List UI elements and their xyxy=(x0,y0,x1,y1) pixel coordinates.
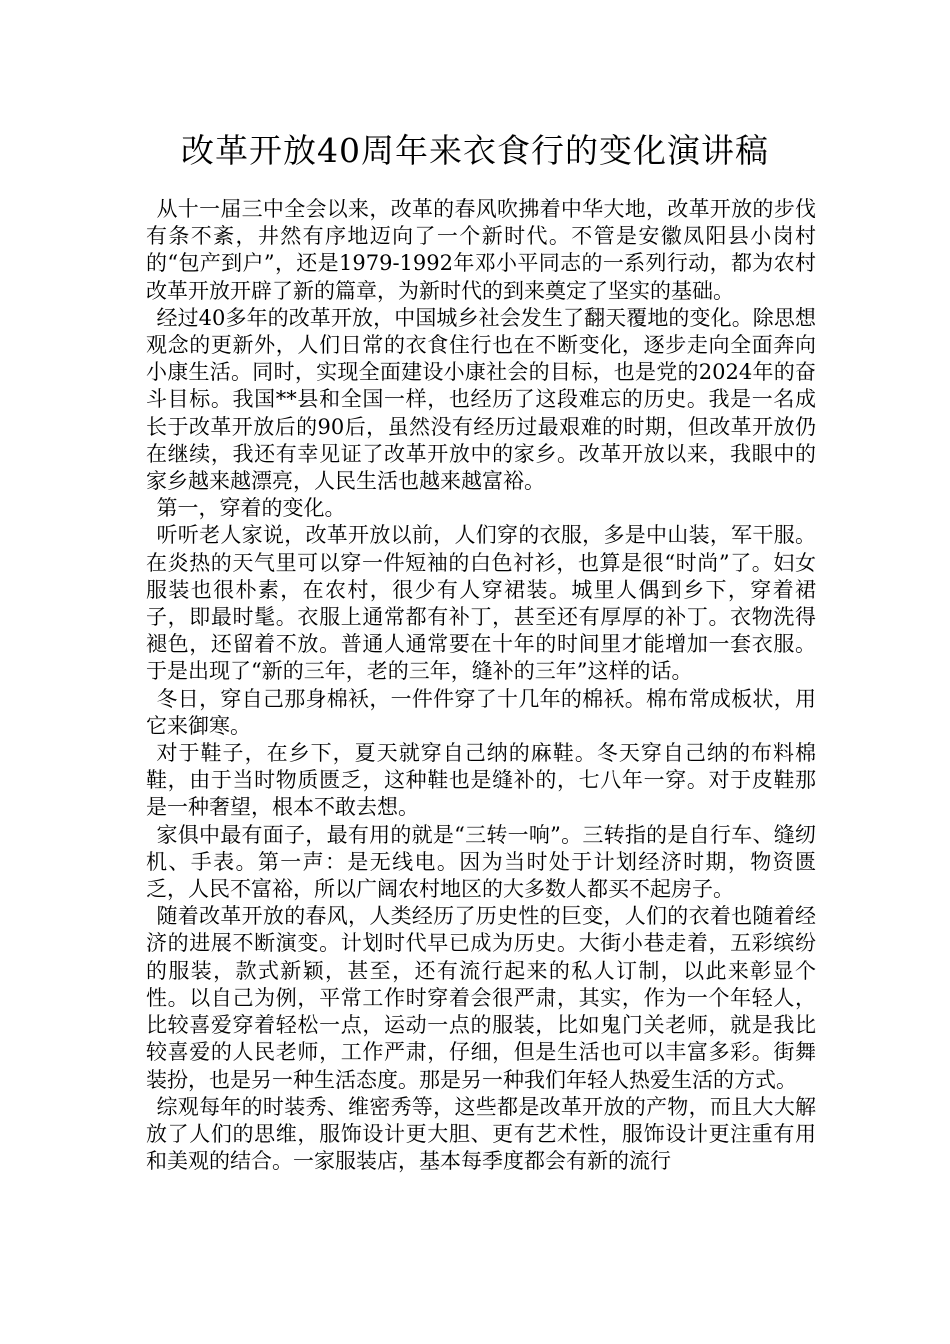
paragraph-shoes: 对于鞋子，在乡下，夏天就穿自己纳的麻鞋。冬天穿自己纳的布料棉鞋，由于当时物质匮乏，这种鞋也是缝补的，七八年一穿。对于皮鞋那是一种奢望，根本不敢去想。 xyxy=(146,741,816,820)
document-body xyxy=(146,196,816,1175)
paragraph-household-items: 家俱中最有面子，最有用的就是“三转一响”。三转指的是自行车、缝纫机、手表。第一声：是无线电。因为当时处于计划经济时期，物资匮乏，人民不富裕，所以广阔农村地区的大多数人都买不起房子。 xyxy=(146,822,816,902)
paragraph-fashion-shows: 综观每年的时装秀、维密秀等，这些都是改革开放的产物，而且大大解放了人们的思维，服饰设计更大胆、更有艺术性，服饰设计更注重有用和美观的结合。一家服装店，基本每季度都会有新的流行 xyxy=(146,1094,816,1174)
paragraph-old-clothing: 听听老人家说，改革开放以前，人们穿的衣服，多是中山装，军干服。在炎热的天气里可以穿一件短袖的白色衬衫，也算是很“时尚”了。妇女服装也很朴素，在农村，很少有人穿裙装。城里人偶到乡下，穿着裙子，即最时髦。衣服上通常都有补丁，甚至还有厚厚的补丁。衣物洗得褪色，还留着不放。普通人通常要在十年的时间里才能增加一套衣服。于是出现了“新的三年，老的三年，缝补的三年”这样的话。 xyxy=(146,523,816,684)
section-heading-clothing: 第一，穿着的变化。 xyxy=(156,496,346,521)
document-title: 改革开放40周年来衣食行的变化演讲稿 xyxy=(181,131,769,170)
paragraph-changes: 经过40多年的改革开放，中国城乡社会发生了翻天覆地的变化。除思想观念的更新外，人们日常的衣食住行也在不断变化，逐步走向全面奔向小康生活。同时，实现全面建设小康社会的目标，也是党的2024年的奋斗目标。我国**县和全国一样，也经历了这段难忘的历史。我是一名成长于改革开放后的90后，虽然没有经历过最艰难的时期，但改革开放仍在继续，我还有幸见证了改革开放中的家乡。改革开放以来，我眼中的家乡越来越漂亮，人民生活也越来越富裕。 xyxy=(146,305,816,494)
paragraph-winter-coat: 冬日，穿自己那身棉袄，一件件穿了十几年的棉袄。棉布常成板状，用它来御寒。 xyxy=(146,686,816,738)
paragraph-modern-clothing: 随着改革开放的春风，人类经历了历史性的巨变，人们的衣着也随着经济的进展不断演变。计划时代早已成为历史。大街小巷走着，五彩缤纷的服装，款式新颖，甚至，还有流行起来的私人订制，以此来彰显个性。以自己为例，平常工作时穿着会很严肃，其实，作为一个年轻人，比较喜爱穿着轻松一点，运动一点的服装，比如鬼门关老师，就是我比较喜爱的人民老师，工作严肃，仔细，但是生活也可以丰富多彩。街舞装扮，也是另一种生活态度。那是另一种我们年轻人热爱生活的方式。 xyxy=(146,904,816,1092)
paragraph-intro: 从十一届三中全会以来，改革的春风吹拂着中华大地，改革开放的步伐有条不紊，井然有序地迈向了一个新时代。不管是安徽凤阳县小岗村的“包产到户”，还是1979-1992年邓小平同志的一系列行动，都为农村改革开放开辟了新的篇章，为新时代的到来奠定了坚实的基础。 xyxy=(146,197,816,303)
